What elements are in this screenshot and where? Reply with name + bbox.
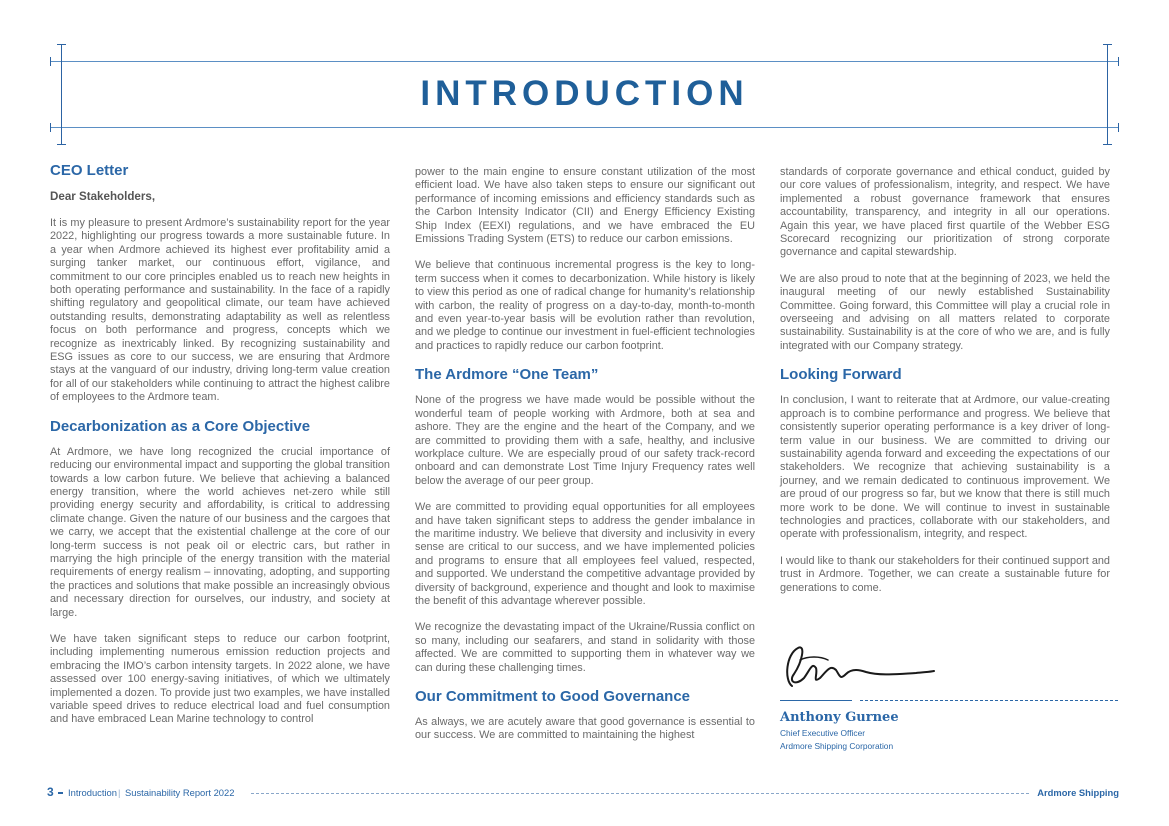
paragraph: None of the progress we have made would be possible without the wonderful team of people working with Ardmore, both at sea and ashore. They are the engine and the heart of the Company, and we are committed to providing them with a safe, healthy, and inclusive workplace culture. We are especially proud of our safety track-record onboard and can demonstrate Lost Time Injury Frequency rates well below the average of our peer group. (415, 394, 755, 487)
heading-looking-forward: Looking Forward (780, 366, 902, 384)
heading-one-team: The Ardmore “One Team” (415, 366, 599, 384)
paragraph: power to the main engine to ensure constant utilization of the most efficient load. We have also taken steps to ensure our significant out performance of incoming emissions and efficiency standards such as the Carbon Intensity Indicator (CII) and Energy Efficiency Existing Ship Index (EEXI) regulations, and we have embraced the EU Emissions Trading System (ETS) to reduce our carbon emissions. (415, 166, 755, 246)
footer-dashed-rule (251, 793, 1029, 794)
footer-report-title: Sustainability Report 2022 (125, 787, 235, 798)
footer-separator: | (118, 787, 121, 798)
paragraph: I would like to thank our stakeholders for their continued support and trust in Ardmore. Together, we can create a sustainable future for generations to come. (780, 554, 1110, 594)
paragraph: We believe that continuous incremental progress is the key to long-term success when it comes to decarbonization. While history is likely to view this period as one of radical change for humanity’s relationship with carbon, the reality of progress on a day-to-day, month-to-month and even year-to-year basis will be evolution rather than revolution, and we pledge to continue our investment in fuel-efficient technologies and practices to rapidly reduce our carbon footprint. (415, 259, 755, 352)
heading-governance: Our Commitment to Good Governance (415, 688, 691, 705)
page-number-dash (58, 792, 63, 794)
paragraph: At Ardmore, we have long recognized the crucial importance of reducing our environmental impact and supporting the global transition towards a low carbon future. We believe that achieving a balanced energy transition, where the world achieves net-zero while still providing energy security and affordability, is critical to addressing climate change. Given the nature of our business and the cargoes that we carry, we accept that the existential challenge at the core of our long-term success is not peak oil or electric cars, but rather in marrying the high principle of the energy transition with the material requirements of energy realism – innovating, adopting, and supporting the practices and solutions that make possible an increasingly obvious and necessary direction for ourselves, our industry, and society at large. (50, 445, 390, 619)
paragraph: It is my pleasure to present Ardmore’s sustainability report for the year 2022, highlighting our progress towards a more sustainable future. In a year when Ardmore achieved its highest ever profitability amid a surging tanker market, our continuous effort, vigilance, and commitment to our core principles enabled us to reach new heights in both operating performance and sustainability. In the face of a rapidly shifting regulatory and geopolitical climate, our team have achieved outstanding results, demonstrating adaptability as well as relentless focus on both performance and progress, concepts which we recognize as inextricably linked. By recognizing sustainability and ESG issues as core to our success, we are ensuring that Ardmore stays at the vanguard of our industry, driving long-term value creation for all of our stakeholders while continuing to attract the highest calibre of employees to the Ardmore team. (50, 217, 390, 404)
frame-tick (50, 123, 51, 132)
frame-tick (1103, 144, 1112, 145)
frame-tick (50, 57, 51, 66)
signature-line-solid (780, 700, 852, 701)
page-footer (0, 785, 1169, 801)
footer-brand: Ardmore Shipping (1037, 787, 1119, 798)
salutation: Dear Stakeholders, (50, 190, 156, 203)
paragraph: We are committed to providing equal opportunities for all employees and have taken significant steps to address the gender imbalance in the maritime industry. We believe that diversity and inclusivity in every sense are critical to our success, and we have implemented policies and programs to ensure that all employees feel valued, respected, and supported. We understand the competitive advantage provided by diversity of background, experience and thought and look to maximise the benefit of this advantage wherever possible. (415, 501, 755, 607)
paragraph: We recognize the devastating impact of the Ukraine/Russia conflict on so many, including our seafarers, and stand in solidarity with those affected. We are committed to supporting them in whatever way we can during these challenging times. (415, 621, 755, 674)
footer-section-link[interactable]: Introduction (68, 787, 117, 798)
column-middle (415, 166, 755, 756)
paragraph: We are also proud to note that at the beginning of 2023, we held the inaugural meeting of our newly established Sustainability Committee. Going forward, this Committee will play a crucial role in overseeing and advising on all matters related to corporate sustainability. Sustainability is at the core of who we are, and is fully integrated with our Company strategy. (780, 272, 1110, 352)
frame-tick (1103, 44, 1112, 45)
frame-tick (57, 144, 66, 145)
page-title: INTRODUCTION (420, 74, 749, 113)
paragraph: As always, we are acutely aware that good governance is essential to our success. We are committed to maintaining the highest (415, 716, 755, 742)
signer-name: Anthony Gurnee (780, 710, 899, 725)
title-frame-top (50, 61, 1119, 62)
heading-ceo-letter: CEO Letter (50, 162, 129, 179)
frame-tick (1118, 123, 1119, 132)
title-frame-bottom (50, 127, 1119, 128)
signer-role: Chief Executive Officer (780, 728, 866, 738)
page-number: 3 (47, 785, 54, 799)
paragraph: In conclusion, I want to reiterate that at Ardmore, our value-creating approach is to combine performance and progress. We believe that consistently superior operating performance is a key driver of long-term value in our business. We are committed to driving our sustainability agenda forward and exceeding the expectations of our stakeholders. We recognize that achieving sustainability is a journey, and we remain dedicated to continuous improvement. We are proud of our progress so far, but we know that there is still much more work to be done. We will continue to invest in sustainable technologies and practices, collaborate with our stakeholders, and operate with professionalism, integrity, and respect. (780, 394, 1110, 541)
heading-decarbonization: Decarbonization as a Core Objective (50, 417, 311, 435)
frame-tick (1118, 57, 1119, 66)
paragraph: We have taken significant steps to reduce our carbon footprint, including implementing numerous emission reduction projects and embracing the IMO’s carbon intensity targets. In 2022 alone, we have assessed over 100 energy-saving initiatives, of which we ultimately implemented a dozen. To provide just two examples, we have installed variable speed drives to reduce electrical load and fuel consumption and have embraced Lean Marine technology to control (50, 632, 390, 726)
signature-block (780, 640, 1120, 760)
handwritten-signature (780, 640, 940, 695)
signer-organization: Ardmore Shipping Corporation (780, 741, 894, 751)
frame-tick (57, 44, 66, 45)
paragraph: standards of corporate governance and ethical conduct, guided by our core values of professionalism, integrity, and respect. We have implemented a robust governance framework that ensures accountability, transparency, and integrity in all our operations. Again this year, we have placed first quartile of the Webber ESG Scorecard recognizing our prioritization of strong corporate governance and capital stewardship. (780, 166, 1110, 259)
column-right (780, 166, 1110, 608)
signature-line-dashed (860, 700, 1118, 701)
column-left (50, 162, 390, 740)
